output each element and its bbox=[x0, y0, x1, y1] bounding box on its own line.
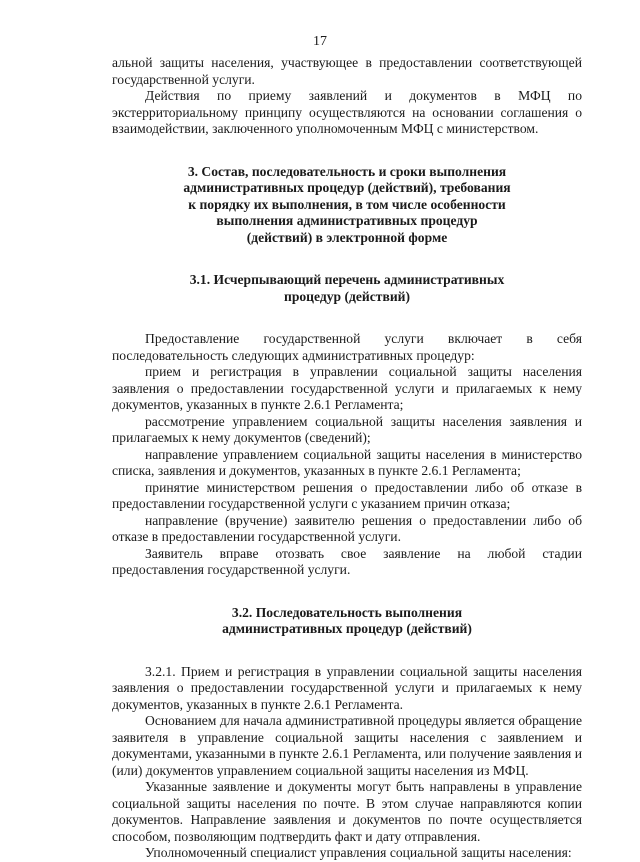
section-3-1-body bbox=[112, 331, 582, 579]
paragraph: Указанные заявление и документы могут быть направлены в управление социальной защиты населения по почте. В этом случае направляются копии документов. Направление заявления и документов по почте осуществляется способом, позволяющим подтвердить факт и дату отправления. bbox=[112, 779, 582, 844]
section-3-heading-line: выполнения административных процедур bbox=[216, 213, 478, 228]
section-3-heading-line: административных процедур (действий), требования bbox=[183, 180, 511, 195]
section-3-heading-line: к порядку их выполнения, в том числе особенности bbox=[188, 196, 506, 212]
section-3-1-heading bbox=[112, 272, 582, 305]
section-3-1-heading-line: процедур (действий) bbox=[283, 288, 411, 304]
document-body bbox=[112, 55, 582, 862]
paragraph-continuation: альной защиты населения, участвующее в предоставлении соответствующей государственной услуги. bbox=[112, 55, 582, 87]
paragraph: Уполномоченный специалист управления социальной защиты населения: bbox=[145, 845, 572, 860]
section-3-heading bbox=[112, 164, 582, 247]
section-3-2-heading-line: административных процедур (действий) bbox=[222, 621, 472, 636]
list-item: принятие министерством решения о предоставлении либо об отказе в предоставлении государственной услуги с указанием причин отказа; bbox=[112, 479, 582, 511]
list-item: прием и регистрация в управлении социальной защиты населения заявления о предоставлении государственной услуги и прилагаемых к нему документов, указанных в пункте 2.6.1 Регламента; bbox=[112, 364, 582, 412]
paragraph: 3.2.1. Прием и регистрация в управлении социальной защиты населения заявления о предоставлении государственной услуги и прилагаемых к нему документов, указанных в пункте 2.6.1 Регламента. bbox=[112, 663, 582, 712]
section-3-heading-line: (действий) в электронной форме bbox=[246, 229, 448, 245]
paragraph: Заявитель вправе отозвать свое заявление на любой стадии предоставления государственной услуги. bbox=[112, 545, 582, 577]
section-3-2-body bbox=[112, 664, 582, 862]
list-item: направление управлением социальной защиты населения в министерство списка, заявления и документов, указанных в пункте 2.6.1 Регламента; bbox=[112, 446, 582, 478]
section-3-heading-line: 3. Состав, последовательность и сроки выполнения bbox=[187, 163, 507, 179]
list-item: направление (вручение) заявителю решения о предоставлении либо об отказе в предоставлении государственной услуги. bbox=[112, 512, 582, 544]
section-3-2-heading-line: 3.2. Последовательность выполнения bbox=[231, 604, 463, 620]
section-3-2-heading bbox=[112, 605, 582, 638]
list-item: рассмотрение управлением социальной защиты населения заявления и прилагаемых к нему документов (сведений); bbox=[112, 413, 582, 445]
paragraph: Предоставление государственной услуги включает в себя последовательность следующих административных процедур: bbox=[112, 331, 582, 363]
page-number: 17 bbox=[313, 34, 327, 49]
paragraph-mfc-actions: Действия по приему заявлений и документов в МФЦ по экстерриториальному принципу осуществляются на основании соглашения о взаимодействии, заключенного уполномоченным МФЦ с министерством. bbox=[112, 88, 582, 136]
paragraph: Основанием для начала административной процедуры является обращение заявителя в управление социальной защиты населения с заявлением и документами, указанными в пункте 2.6.1 Регламента, или получение заявления и (или) документов управлением социальной защиты населения из МФЦ. bbox=[112, 713, 582, 778]
section-3-1-heading-line: 3.1. Исчерпывающий перечень административных bbox=[189, 272, 505, 287]
